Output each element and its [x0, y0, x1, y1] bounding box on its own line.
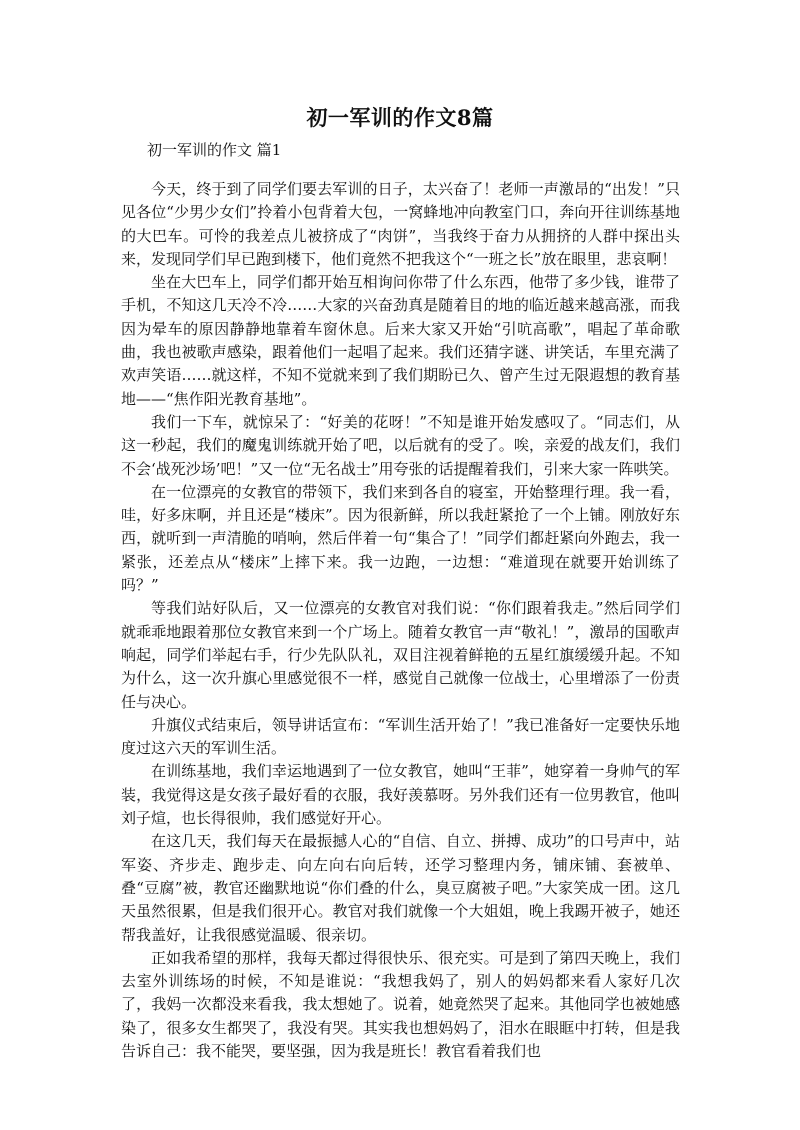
paragraph: 我们一下车，就惊呆了：“好美的花呀！”不知是谁开始发感叹了。“同志们，从这一秒起，我们的魔鬼训练就开始了吧，以后就有的受了。唉，亲爱的战友们，我们不会‘战死沙场’吧！”又一位“无名战士”用夸张的话提醒着我们，引来大家一阵哄笑。: [121, 412, 680, 478]
paragraph: 等我们站好队后，又一位漂亮的女教官对我们说：“你们跟着我走。”然后同学们就乖乖地跟着那位女教官来到一个广场上。随着女教官一声“敬礼！”，激昂的国歌声响起，同学们举起右手，行少先队队礼，双目注视着鲜艳的五星红旗缓缓升起。不知为什么，这一次升旗心里感觉很不一样，感觉自己就像一位战士，心里增添了一份责任与决心。: [121, 599, 680, 711]
paragraph: 坐在大巴车上，同学们都开始互相询问你带了什么东西，他带了多少钱，谁带了手机，不知这几天冷不冷……大家的兴奋劲真是随着目的地的临近越来越高涨，而我因为晕车的原因静静地靠着车窗休息。后来大家又开始“引吭高歌”，唱起了革命歌曲，我也被歌声感染，跟着他们一起唱了起来。我们还猜字谜、讲笑话，车里充满了欢声笑语……就这样，不知不觉就来到了我们期盼已久、曾产生过无限遐想的教育基地——“焦作阳光教育基地”。: [121, 273, 680, 408]
paragraph: 升旗仪式结束后，领导讲话宣布：“军训生活开始了！”我已准备好一定要快乐地度过这六天的军训生活。: [121, 715, 680, 758]
paragraph: 今天，终于到了同学们要去军训的日子，太兴奋了！老师一声激昂的“出发！”只见各位“少男少女们”拎着小包背着大包，一窝蜂地冲向教室门口，奔向开往训练基地的大巴车。可怜的我差点儿被挤成了“肉饼”，当我终于奋力从拥挤的人群中探出头来，发现同学们早已跑到楼下，他们竟然不把我这个“一班之长”放在眼里，悲哀啊！: [121, 180, 680, 268]
paragraph: 在一位漂亮的女教官的带领下，我们来到各自的寝室，开始整理行理。我一看，哇，好多床啊，并且还是“楼床”。因为很新鲜，所以我赶紧抢了一个上铺。刚放好东西，就听到一声清脆的哨响，然后伴着一句“集合了！”同学们都赶紧向外跑去，我一紧张，还差点从“楼床”上摔下来。我一边跑，一边想：“难道现在就要开始训练了吗？”: [121, 482, 680, 595]
essay-body: [121, 178, 680, 1063]
document-title: 初一军训的作文8篇: [306, 105, 494, 130]
essay-subtitle: 初一军训的作文 篇1: [147, 141, 282, 159]
paragraph: 正如我希望的那样，我每天都过得很快乐、很充实。可是到了第四天晚上，我们去室外训练场的时候，不知是谁说：“我想我妈了，别人的妈妈都来看人家好几次了，我妈一次都没来看我，我太想她了。说着，她竟然哭了起来。其他同学也被她感染了，很多女生都哭了，我没有哭。其实我也想妈妈了，泪水在眼眶中打转，但是我告诉自己：我不能哭，要坚强，因为我是班长！教官看着我们也: [121, 948, 680, 1060]
paragraph: 在训练基地，我们幸运地遇到了一位女教官，她叫“王菲”，她穿着一身帅气的军装，我觉得这是女孩子最好看的衣服，我好羡慕呀。另外我们还有一位男教官，他叫刘子煊，也长得很帅，我们感觉好开心。: [121, 762, 680, 828]
paragraph: 在这几天，我们每天在最振撼人心的“自信、自立、拼搏、成功”的口号声中，站军姿、齐步走、跑步走、向左向右向后转，还学习整理内务，铺床铺、套被单、叠“豆腐”被，教官还幽默地说“你们叠的什么，臭豆腐被子吧。”大家笑成一团。这几天虽然很累，但是我们很开心。教官对我们就像一个大姐姐，晚上我踢开被子，她还帮我盖好，让我很感觉温暖、很亲切。: [121, 832, 680, 944]
